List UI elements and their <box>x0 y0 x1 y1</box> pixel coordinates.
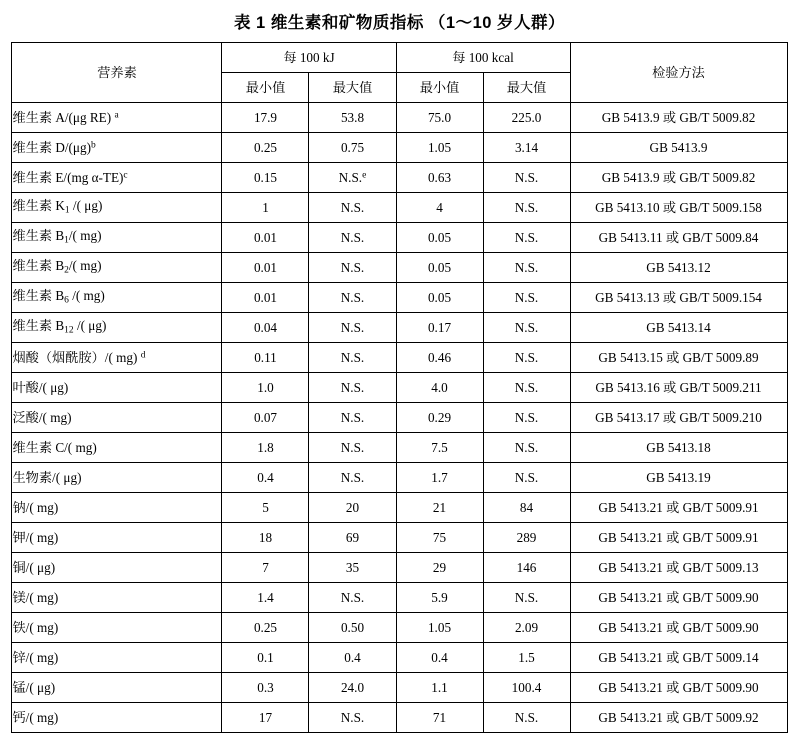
table-row <box>12 583 787 613</box>
table-row <box>12 283 787 313</box>
cell-method: GB 5413.9 或 GB/T 5009.82 <box>570 163 787 193</box>
cell-kj-min: 7 <box>222 553 309 583</box>
cell-kcal-max: N.S. <box>483 253 570 283</box>
cell-nutrient-name: 铁/( mg) <box>12 613 222 643</box>
cell-kcal-min: 29 <box>396 553 483 583</box>
header-nutrient: 营养素 <box>12 43 222 103</box>
header-kcal-max: 最大值 <box>483 73 570 103</box>
cell-method: GB 5413.21 或 GB/T 5009.91 <box>570 493 787 523</box>
cell-kcal-max: N.S. <box>483 703 570 733</box>
cell-kcal-max: N.S. <box>483 163 570 193</box>
table-row <box>12 223 787 253</box>
table-row <box>12 373 787 403</box>
cell-nutrient-name: 叶酸/( μg) <box>12 373 222 403</box>
cell-kcal-max: N.S. <box>483 283 570 313</box>
cell-kcal-max: N.S. <box>483 403 570 433</box>
cell-kj-min: 1 <box>222 193 309 223</box>
table-row <box>12 643 787 673</box>
table-row <box>12 553 787 583</box>
cell-kj-max: 69 <box>309 523 396 553</box>
table-row <box>12 343 787 373</box>
cell-nutrient-name: 钠/( mg) <box>12 493 222 523</box>
cell-kcal-min: 0.05 <box>396 253 483 283</box>
cell-kj-max: 20 <box>309 493 396 523</box>
cell-kj-min: 5 <box>222 493 309 523</box>
table-row <box>12 403 787 433</box>
cell-method: GB 5413.12 <box>570 253 787 283</box>
table-row <box>12 253 787 283</box>
cell-nutrient-name: 维生素 $B_2/$( mg) <box>12 253 222 283</box>
table-row <box>12 133 787 163</box>
cell-method: GB 5413.10 或 GB/T 5009.158 <box>570 193 787 223</box>
cell-method: GB 5413.16 或 GB/T 5009.211 <box>570 373 787 403</box>
cell-kcal-max: 3.14 <box>483 133 570 163</box>
cell-kj-min: 0.01 <box>222 253 309 283</box>
cell-nutrient-name: 锌/( mg) <box>12 643 222 673</box>
cell-kcal-min: 4.0 <box>396 373 483 403</box>
cell-kj-max: 24.0 <box>309 673 396 703</box>
table-header-row-groups <box>12 43 787 73</box>
cell-kcal-max: N.S. <box>483 433 570 463</box>
cell-kcal-min: 75 <box>396 523 483 553</box>
cell-kj-max: N.S. <box>309 343 396 373</box>
table-row <box>12 463 787 493</box>
table-row <box>12 523 787 553</box>
cell-nutrient-name: 铜/( μg) <box>12 553 222 583</box>
cell-nutrient-name: 维生素 A/(μg RE) $^a$ <box>12 103 222 133</box>
cell-kj-min: 0.3 <box>222 673 309 703</box>
table-title: 表 1 维生素和矿物质指标 （1～10 岁人群） <box>233 14 566 32</box>
cell-nutrient-name: 维生素 E/(mg α-TE)$^c$ <box>12 163 222 193</box>
cell-kj-max: 0.4 <box>309 643 396 673</box>
cell-kcal-max: 1.5 <box>483 643 570 673</box>
cell-kcal-max: N.S. <box>483 223 570 253</box>
cell-kcal-min: 1.7 <box>396 463 483 493</box>
cell-nutrient-name: 维生素 $D/(\mu g)^b$ <box>12 133 222 163</box>
cell-kcal-max: 146 <box>483 553 570 583</box>
cell-kcal-min: 1.05 <box>396 133 483 163</box>
cell-kj-min: 1.4 <box>222 583 309 613</box>
cell-kcal-max: N.S. <box>483 373 570 403</box>
header-method: 检验方法 <box>570 43 787 103</box>
cell-kcal-max: 289 <box>483 523 570 553</box>
cell-nutrient-name: 钾/( mg) <box>12 523 222 553</box>
cell-kj-min: 0.04 <box>222 313 309 343</box>
cell-method: GB 5413.21 或 GB/T 5009.92 <box>570 703 787 733</box>
cell-method: GB 5413.21 或 GB/T 5009.13 <box>570 553 787 583</box>
cell-kcal-max: N.S. <box>483 463 570 493</box>
cell-kcal-max: N.S. <box>483 313 570 343</box>
cell-method: GB 5413.14 <box>570 313 787 343</box>
cell-kj-max: 35 <box>309 553 396 583</box>
header-group-kj: 每 100 kJ <box>222 43 396 73</box>
cell-kcal-min: 0.17 <box>396 313 483 343</box>
table-row <box>12 493 787 523</box>
cell-kj-max: N.S. <box>309 583 396 613</box>
header-kj-max: 最大值 <box>309 73 396 103</box>
cell-method: GB 5413.9 <box>570 133 787 163</box>
cell-nutrient-name: 生物素/( μg) <box>12 463 222 493</box>
table-row <box>12 163 787 193</box>
cell-kcal-min: 75.0 <box>396 103 483 133</box>
cell-kj-min: 1.0 <box>222 373 309 403</box>
cell-nutrient-name: 钙/( mg) <box>12 703 222 733</box>
cell-kcal-max: 84 <box>483 493 570 523</box>
cell-nutrient-name: 镁/( mg) <box>12 583 222 613</box>
cell-kcal-min: 0.05 <box>396 223 483 253</box>
cell-kj-min: 0.07 <box>222 403 309 433</box>
cell-kj-max: N.S. <box>309 433 396 463</box>
cell-kcal-min: 1.1 <box>396 673 483 703</box>
cell-method: GB 5413.13 或 GB/T 5009.154 <box>570 283 787 313</box>
cell-method: GB 5413.18 <box>570 433 787 463</box>
cell-kcal-min: 0.4 <box>396 643 483 673</box>
cell-kj-max: N.S. <box>309 373 396 403</box>
cell-kj-min: 1.8 <box>222 433 309 463</box>
cell-kcal-min: 0.29 <box>396 403 483 433</box>
cell-method: GB 5413.9 或 GB/T 5009.82 <box>570 103 787 133</box>
cell-kj-max: N.S. <box>309 463 396 493</box>
cell-method: GB 5413.21 或 GB/T 5009.90 <box>570 673 787 703</box>
cell-kj-max: 53.8 <box>309 103 396 133</box>
cell-method: GB 5413.21 或 GB/T 5009.90 <box>570 583 787 613</box>
cell-kcal-min: 4 <box>396 193 483 223</box>
nutrient-table <box>11 42 787 733</box>
cell-nutrient-name: 维生素 $K_1$ /( μg) <box>12 193 222 223</box>
cell-kj-min: 17.9 <box>222 103 309 133</box>
cell-method: GB 5413.15 或 GB/T 5009.89 <box>570 343 787 373</box>
cell-kj-max: N.S. <box>309 403 396 433</box>
cell-kcal-max: N.S. <box>483 193 570 223</box>
cell-kcal-max: 100.4 <box>483 673 570 703</box>
cell-kj-min: 18 <box>222 523 309 553</box>
cell-method: GB 5413.21 或 GB/T 5009.90 <box>570 613 787 643</box>
cell-kj-max: N.S. <box>309 223 396 253</box>
cell-kj-max: N.S. <box>309 313 396 343</box>
table-row <box>12 313 787 343</box>
cell-kcal-min: 5.9 <box>396 583 483 613</box>
cell-kj-max: N.S. <box>309 703 396 733</box>
cell-method: GB 5413.19 <box>570 463 787 493</box>
cell-kj-min: 0.25 <box>222 613 309 643</box>
header-kj-min: 最小值 <box>222 73 309 103</box>
cell-kj-max: 0.50 <box>309 613 396 643</box>
cell-nutrient-name: 锰/( μg) <box>12 673 222 703</box>
cell-nutrient-name: 烟酸（烟酰胺）/( mg) $^d$ <box>12 343 222 373</box>
cell-kj-max: 0.75 <box>309 133 396 163</box>
cell-kcal-min: 0.05 <box>396 283 483 313</box>
cell-nutrient-name: 维生素 C/( mg) <box>12 433 222 463</box>
cell-kcal-min: 0.46 <box>396 343 483 373</box>
cell-kcal-min: 7.5 <box>396 433 483 463</box>
header-group-kcal: 每 100 kcal <box>396 43 570 73</box>
cell-kj-max: N.S. <box>309 253 396 283</box>
cell-nutrient-name: 维生素 $B_1/$( mg) <box>12 223 222 253</box>
table-body <box>12 103 787 733</box>
cell-kcal-max: 2.09 <box>483 613 570 643</box>
cell-kj-min: 0.15 <box>222 163 309 193</box>
cell-kcal-min: 0.63 <box>396 163 483 193</box>
table-row <box>12 613 787 643</box>
cell-kcal-min: 1.05 <box>396 613 483 643</box>
cell-kcal-max: 225.0 <box>483 103 570 133</box>
table-row <box>12 673 787 703</box>
table-row <box>12 433 787 463</box>
cell-kj-max: N.S.$^e$ <box>309 163 396 193</box>
cell-kcal-max: N.S. <box>483 343 570 373</box>
cell-method: GB 5413.21 或 GB/T 5009.14 <box>570 643 787 673</box>
cell-nutrient-name: 泛酸/( mg) <box>12 403 222 433</box>
table-row <box>12 103 787 133</box>
cell-kj-max: N.S. <box>309 283 396 313</box>
header-kcal-min: 最小值 <box>396 73 483 103</box>
cell-kcal-min: 21 <box>396 493 483 523</box>
cell-nutrient-name: 维生素 $B_{12}$ /( μg) <box>12 313 222 343</box>
cell-method: GB 5413.21 或 GB/T 5009.91 <box>570 523 787 553</box>
cell-nutrient-name: 维生素 $B_6$ /( mg) <box>12 283 222 313</box>
cell-kj-max: N.S. <box>309 193 396 223</box>
cell-kcal-min: 71 <box>396 703 483 733</box>
table-head <box>12 43 787 103</box>
cell-kj-min: 0.4 <box>222 463 309 493</box>
cell-kj-min: 17 <box>222 703 309 733</box>
cell-method: GB 5413.17 或 GB/T 5009.210 <box>570 403 787 433</box>
cell-kj-min: 0.25 <box>222 133 309 163</box>
cell-kj-min: 0.1 <box>222 643 309 673</box>
cell-kj-min: 0.01 <box>222 283 309 313</box>
cell-kj-min: 0.01 <box>222 223 309 253</box>
table-row <box>12 193 787 223</box>
table-row <box>12 703 787 733</box>
cell-kcal-max: N.S. <box>483 583 570 613</box>
cell-method: GB 5413.11 或 GB/T 5009.84 <box>570 223 787 253</box>
cell-kj-min: 0.11 <box>222 343 309 373</box>
